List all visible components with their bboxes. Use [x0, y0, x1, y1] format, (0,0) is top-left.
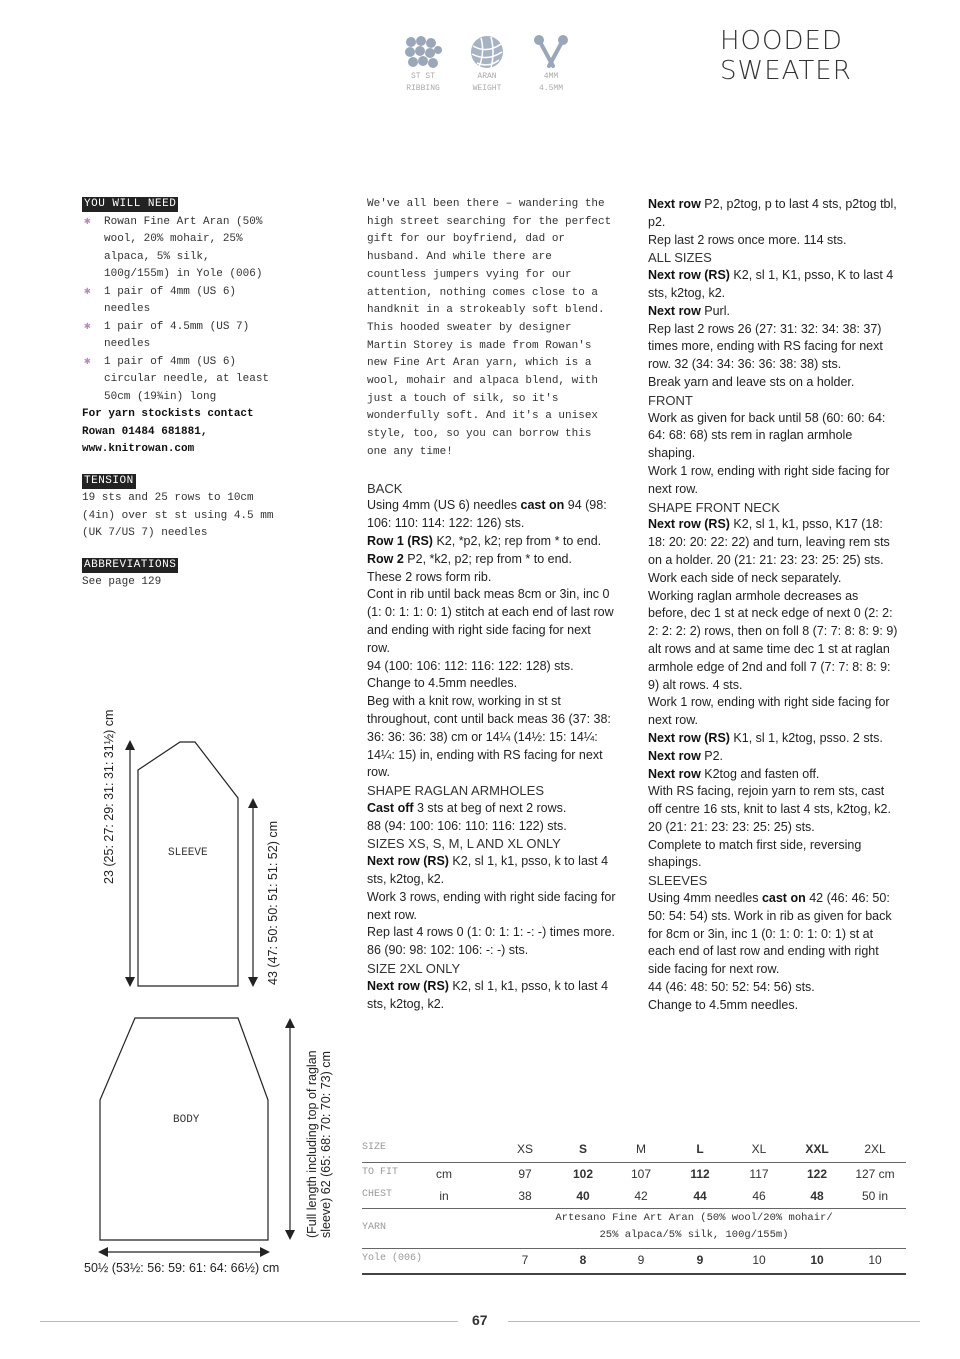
- needles-icon: [526, 34, 576, 94]
- back-row-2: Row 2 P2, *k2, p2; rep from * to end.: [367, 551, 572, 566]
- table-cell: 102: [572, 1167, 594, 1181]
- materials-text: Rowan Fine Art Aran (50% wool, 20% mohair, 25% alpaca, 5% silk, 100g/155m) in Yole (006): [104, 215, 263, 280]
- table-cell: 10: [752, 1253, 766, 1267]
- body-width-label: 50½ (53½: 56: 59: 61: 64: 66½) cm: [84, 1261, 280, 1275]
- yarn-label: YARN: [362, 1222, 387, 1233]
- front-neck-text: With RS facing, rejoin yarn to rem sts, cast off centre 16 sts, knit to last 4 sts, k2tog, k2. 20 (21: 21: 23: 23: 25: 25) sts.: [648, 784, 891, 834]
- front-text: Work as given for back until 58 (60: 60: 64: 64: 68: 68) sts rem in raglan armhole shaping.: [648, 410, 886, 461]
- table-divider: [362, 1273, 906, 1275]
- table-cell: 50 in: [861, 1189, 889, 1203]
- back-cast-on: Using 4mm (US 6) needles cast on 94 (98: 106: 110: 114: 122: 126) sts.: [367, 498, 607, 531]
- sizes-text: 86 (90: 98: 102: 106: -: -) sts.: [367, 943, 529, 958]
- front-neck-next-row: Next row (RS) K2, sl 1, k1, psso, K17 (18: 18: 20: 20: 22: 22) and turn, leaving rem sts on a holder. 20 (21: 21: 23: 23: 25: 25) sts.: [648, 517, 890, 567]
- materials-text: 1 pair of 4mm (US 6) circular needle, at least 50cm (19¾in) long: [104, 355, 270, 403]
- icon-caption: ST ST: [410, 72, 435, 81]
- aran-weight-icon: [462, 34, 512, 94]
- you-will-need-heading: YOU WILL NEED: [84, 198, 177, 210]
- sleeves-text: 44 (46: 48: 50: 52: 54: 56) sts.: [648, 980, 815, 995]
- size-label: SIZE: [362, 1142, 387, 1153]
- table-cell: 38: [518, 1189, 532, 1203]
- size-2xl-heading: SIZE 2XL ONLY: [367, 961, 461, 977]
- table-cell: 117: [749, 1167, 769, 1181]
- size-table-row-yarn: [362, 1210, 906, 1246]
- page-title: HOODED SWEATER: [720, 26, 852, 86]
- front-neck-heading: SHAPE FRONT NECK: [648, 499, 780, 515]
- intro-text: We've all been there – wandering the high street searching for the perfect gift for our boyfriend, dad or husband. And while there are countless jumpers vying for our attention, nothing comes close to a handknit in a strokeably soft blend. This hooded sweater by designer Martin Storey is made from Rowan's new Fine Art Aran yarn, which is a wool, mohair and alpaca blend, with just a touch of silk, so it's wonderfully soft. And it's a unisex style, too, so you can borrow this one any time!: [367, 198, 612, 458]
- sleeves-cast-on: Using 4mm needles cast on 42 (46: 46: 50: 50: 54: 54) sts. Work in rib as given for back for 8cm or 3in, inc 1 (0: 1: 0: 1: 0: 1) st at each end of last row and ending with right side facing for next row.: [648, 891, 892, 977]
- back-row-1: Row 1 (RS) K2, *p2, k2; rep from * to end.: [367, 533, 602, 548]
- table-cell: 40: [576, 1189, 590, 1203]
- size-table-row-in: [362, 1185, 906, 1207]
- col3-text: Rep last 2 rows once more. 114 sts.: [648, 232, 847, 247]
- front-neck-text: Work 1 row, ending with right side facing for next row.: [648, 695, 890, 728]
- sleeve-side-label: 43 (47: 50: 50: 51: 51: 52) cm: [266, 821, 280, 985]
- table-cell: 7: [521, 1253, 529, 1267]
- colour-label: Yole (006): [362, 1253, 423, 1264]
- back-text: 94 (100: 106: 112: 116: 122: 128) sts.: [367, 658, 574, 673]
- icon-caption: 4.5MM: [538, 84, 563, 93]
- front-neck-text: Work each side of neck separately.: [648, 570, 842, 585]
- all-sizes-text: Rep last 2 rows 26 (27: 31: 32: 34: 38: 37) times more, ending with RS facing for next row. 32 (34: 34: 36: 36: 38: 38) sts.: [648, 321, 883, 372]
- size-header: M: [636, 1142, 646, 1156]
- size-table-row-balls: [362, 1249, 906, 1271]
- all-sizes-next-row: Next row Purl.: [648, 303, 730, 318]
- table-cell: 97: [518, 1167, 532, 1181]
- raglan-heading: SHAPE RAGLAN ARMHOLES: [367, 783, 544, 799]
- sizes-text: Work 3 rows, ending with right side facing for next row.: [367, 889, 616, 922]
- arrow-head: [285, 1230, 295, 1240]
- table-cell: 8: [579, 1253, 587, 1267]
- abbreviations-heading: ABBREVIATIONS: [84, 558, 177, 571]
- table-cell: 107: [630, 1167, 652, 1181]
- asterisk-icon: ✱: [84, 215, 91, 228]
- unit-label: cm: [436, 1167, 452, 1181]
- size-header: S: [578, 1142, 587, 1156]
- icon-caption: WEIGHT: [472, 84, 502, 93]
- table-cell: 48: [810, 1189, 824, 1203]
- asterisk-icon: ✱: [84, 320, 91, 333]
- sleeve-label: SLEEVE: [168, 847, 208, 859]
- size-2xl-next-row: Next row (RS) K2, sl 1, k1, psso, k to last 4 sts, k2tog, k2.: [367, 978, 609, 1011]
- back-text: Cont in rib until back meas 8cm or 3in, inc 0 (1: 0: 1: 1: 0: 1) stitch at each end of last row and ending with right side facing for next row.: [367, 587, 614, 655]
- materials-text: 1 pair of 4mm (US 6) needles: [104, 285, 237, 315]
- footer-rule: [40, 1321, 458, 1322]
- materials-text: 1 pair of 4.5mm (US 7) needles: [104, 320, 250, 350]
- size-header: XS: [516, 1142, 533, 1156]
- pattern-icons: [398, 34, 576, 104]
- front-neck-next-row: Next row K2tog and fasten off.: [648, 766, 820, 781]
- sizes-xs-xl-heading: SIZES XS, S, M, L AND XL ONLY: [367, 836, 561, 852]
- body-outline: [100, 1018, 268, 1240]
- body-label: BODY: [173, 1114, 200, 1126]
- table-cell: 9: [637, 1253, 645, 1267]
- all-sizes-heading: ALL SIZES: [648, 250, 712, 266]
- table-cell: 44: [693, 1189, 707, 1203]
- page-number: 67: [472, 1312, 488, 1328]
- all-sizes-next-row: Next row (RS) K2, sl 1, K1, psso, K to last 4 sts, k2tog, k2.: [648, 268, 894, 300]
- icon-caption: ARAN: [477, 72, 497, 81]
- back-heading: BACK: [367, 480, 403, 496]
- table-cell: 122: [806, 1167, 828, 1181]
- arrow-head: [125, 977, 135, 987]
- arrow-head: [125, 740, 135, 750]
- body-length-label-1: (Full length including top of raglan: [305, 1050, 319, 1238]
- table-cell: 9: [696, 1253, 704, 1267]
- pattern-column-2: [367, 196, 617, 1013]
- schematic-diagram: [0, 0, 360, 1290]
- raglan-cast-off: Cast off 3 sts at beg of next 2 rows.: [367, 800, 567, 815]
- size-table-header: [362, 1138, 906, 1160]
- table-cell: 10: [868, 1253, 882, 1267]
- body-length-label-2: sleeve) 62 (65: 68: 70: 70: 73) cm: [319, 1051, 333, 1238]
- arrow-head: [98, 1247, 108, 1257]
- size-table-row-cm: [362, 1163, 906, 1185]
- arrow-head: [248, 977, 258, 987]
- front-neck-next-row: Next row P2.: [648, 748, 724, 763]
- col3-next-row: Next row P2, p2tog, p to last 4 sts, p2tog tbl, p2.: [648, 197, 897, 229]
- yarn-desc-line: 25% alpaca/5% silk, 100g/155m): [599, 1229, 789, 1241]
- sleeve-length-label: 23 (25: 27: 29: 31: 31: 31½) cm: [102, 709, 116, 884]
- table-cell: 46: [752, 1189, 766, 1203]
- front-neck-next-row: Next row (RS) K1, sl 1, k2tog, psso. 2 sts.: [648, 730, 883, 745]
- tension-heading: TENSION: [84, 474, 134, 487]
- arrow-head: [260, 1247, 270, 1257]
- size-header: L: [696, 1142, 704, 1156]
- arrow-head: [248, 798, 258, 808]
- back-text: Change to 4.5mm needles.: [367, 676, 518, 691]
- raglan-text: 88 (94: 100: 106: 110: 116: 122) sts.: [367, 818, 567, 833]
- footer-rule: [508, 1321, 920, 1322]
- stockist-contact: For yarn stockists contact Rowan 01484 681881, www.knitrowan.com: [82, 408, 254, 455]
- all-sizes-text: Break yarn and leave sts on a holder.: [648, 374, 855, 389]
- front-heading: FRONT: [648, 392, 693, 408]
- asterisk-icon: ✱: [84, 285, 91, 298]
- icon-caption: RIBBING: [406, 84, 440, 93]
- to-fit-label: TO FIT: [362, 1167, 399, 1178]
- arrow-head: [285, 1018, 295, 1028]
- size-header: XL: [751, 1142, 767, 1156]
- yarn-description: [482, 1210, 906, 1244]
- chest-label: CHEST: [362, 1189, 393, 1200]
- asterisk-icon: ✱: [84, 355, 91, 368]
- front-neck-text: Complete to match first side, reversing shapings.: [648, 837, 862, 870]
- table-cell: 127 cm: [855, 1167, 895, 1181]
- size-header: XXL: [805, 1142, 829, 1156]
- table-cell: 42: [634, 1189, 648, 1203]
- tension-text: 19 sts and 25 rows to 10cm (4in) over st st using 4.5 mm (UK 7/US 7) needles: [82, 492, 274, 539]
- table-divider: [362, 1208, 906, 1209]
- size-header: 2XL: [864, 1142, 886, 1156]
- sizes-next-row: Next row (RS) K2, sl 1, k1, psso, k to last 4 sts, k2tog, k2.: [367, 854, 609, 887]
- icon-caption: 4MM: [543, 72, 559, 81]
- yarn-desc-line: Artesano Fine Art Aran (50% wool/20% mohair/: [555, 1212, 833, 1224]
- sleeves-heading: SLEEVES: [648, 873, 708, 889]
- sizes-text: Rep last 4 rows 0 (1: 0: 1: 1: -: -) times more.: [367, 925, 615, 940]
- sleeve-outline: [138, 742, 238, 986]
- table-cell: 10: [810, 1253, 824, 1267]
- unit-label: in: [439, 1189, 449, 1203]
- front-neck-text: Working raglan armhole decreases as before, dec 1 st at neck edge of next 0 (2: 2: 2: 2: 2: 2) rows, then on foll 8 (7: 7: 8: 8: 9: 9) alt rows and at same time dec 1 st at raglan armhole edge of 2nd and foll 7 (7: 7: 8: 8: 9: 9) alt rows. 4 sts.: [648, 588, 898, 692]
- back-text: Beg with a knit row, working in st st throughout, cont until back meas 36 (37: 38: 36: 36: 36: 38) cm or 14¼ (14½: 15: 14¼: 14¼: 15) in, ending with RS facing for next row.: [367, 694, 611, 780]
- sleeves-text: Change to 4.5mm needles.: [648, 997, 799, 1012]
- abbreviations-text: See page 129: [82, 576, 162, 588]
- table-cell: 112: [690, 1167, 710, 1181]
- st-st-ribbing-icon: [398, 34, 448, 94]
- pattern-column-3: [648, 196, 898, 1015]
- back-text: These 2 rows form rib.: [367, 569, 492, 584]
- front-text: Work 1 row, ending with right side facing for next row.: [648, 463, 890, 496]
